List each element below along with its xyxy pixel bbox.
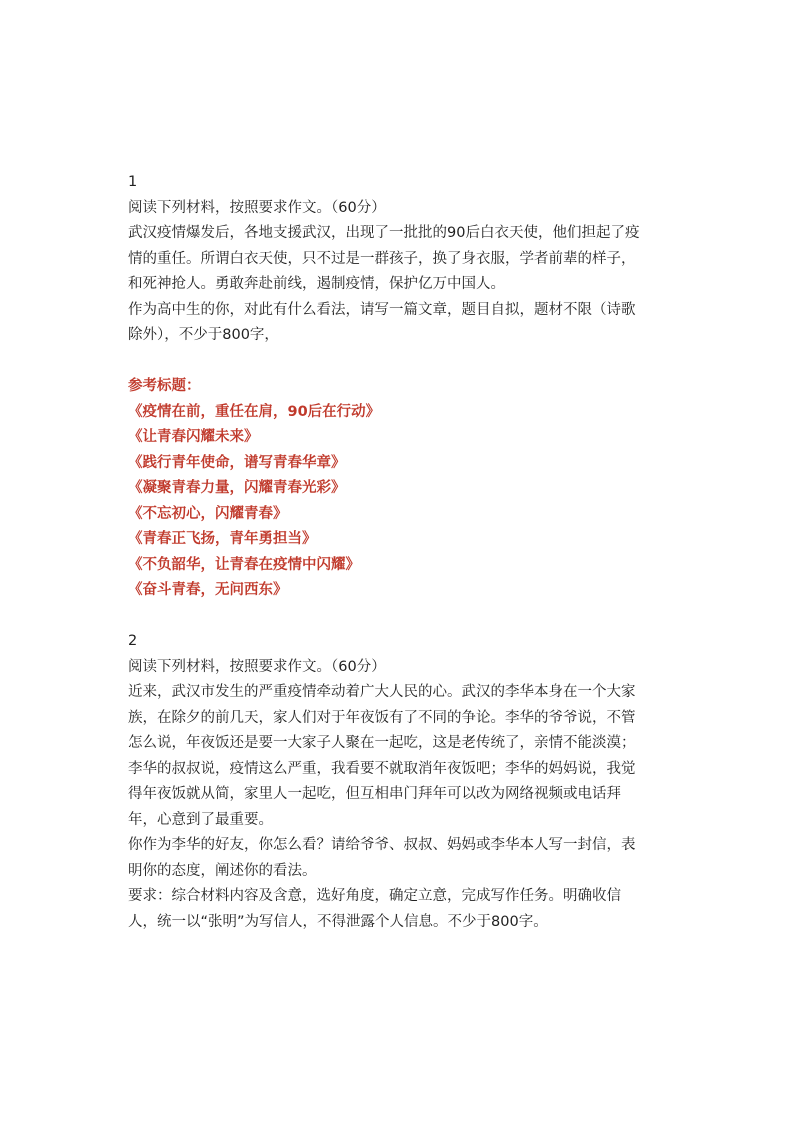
section-2-line: 得年夜饭就从简，家里人一起吃，但互相串门拜年可以改为网络视频或电话拜 <box>128 786 621 802</box>
section-2-line: 怎么说，年夜饭还是要一大家子人聚在一起吃，这是老传统了，亲情不能淡漠； <box>128 735 636 751</box>
section-2-number: 2 <box>128 633 138 649</box>
reference-title: 《疫情在前，重任在肩，90后在行动》 <box>128 403 381 420</box>
section-2-line: 阅读下列材料，按照要求作文。（60分） <box>128 658 386 675</box>
section-1-line: 作为高中生的你，对此有什么看法，请写一篇文章，题目自拟，题材不限（诗歌 <box>128 301 636 318</box>
spacer <box>128 604 673 630</box>
section-1-line: 除外），不少于800字， <box>128 327 279 343</box>
section-1-line: 情的重任。所谓白衣天使，只不过是一群孩子，换了身衣服，学者前辈的样子， <box>128 250 636 267</box>
section-2-line: 近来，武汉市发生的严重疫情牵动着广大人民的心。武汉的李华本身在一个大家 <box>128 684 636 700</box>
section-1-line: 武汉疫情爆发后，各地支援武汉，出现了一批批的90后白衣天使，他们担起了疫 <box>128 225 640 241</box>
section-2-line: 要求：综合材料内容及含意，选好角度，确定立意，完成写作任务。明确收信 <box>128 888 621 904</box>
section-2 <box>128 629 673 935</box>
section-2-line: 人，统一以“张明”为写信人，不得泄露个人信息。不少于800字。 <box>128 913 548 930</box>
section-2-line: 族，在除夕的前几天，家人们对于年夜饭有了不同的争论。李华的爷爷说，不管 <box>128 709 636 726</box>
spacer <box>128 349 673 375</box>
section-1-number: 1 <box>128 174 138 190</box>
reference-title: 《凝聚青春力量，闪耀青春光彩》 <box>128 480 346 496</box>
document-page <box>128 170 673 935</box>
section-2-line: 年，心意到了最重要。 <box>128 811 273 828</box>
section-1 <box>128 170 673 604</box>
reference-title: 《让青春闪耀未来》 <box>128 429 259 445</box>
reference-heading: 参考标题： <box>128 378 201 394</box>
reference-title: 《不负韶华，让青春在疫情中闪耀》 <box>128 556 360 573</box>
section-1-line: 阅读下列材料，按照要求作文。（60分） <box>128 199 386 216</box>
section-2-line: 你作为李华的好友，你怎么看？请给爷爷、叔叔、妈妈或李华本人写一封信，表 <box>128 837 636 853</box>
reference-title: 《践行青年使命，谱写青春华章》 <box>128 454 346 471</box>
section-2-line: 明你的态度，阐述你的看法。 <box>128 862 317 879</box>
reference-title: 《青春正飞扬，青年勇担当》 <box>128 531 317 547</box>
section-1-line: 和死神抢人。勇敢奔赴前线，遏制疫情，保护亿万中国人。 <box>128 276 505 292</box>
section-2-line: 李华的叔叔说，疫情这么严重，我看要不就取消年夜饭吧；李华的妈妈说，我觉 <box>128 760 636 777</box>
reference-title: 《奋斗青春，无问西东》 <box>128 582 288 598</box>
reference-title: 《不忘初心，闪耀青春》 <box>128 505 288 522</box>
